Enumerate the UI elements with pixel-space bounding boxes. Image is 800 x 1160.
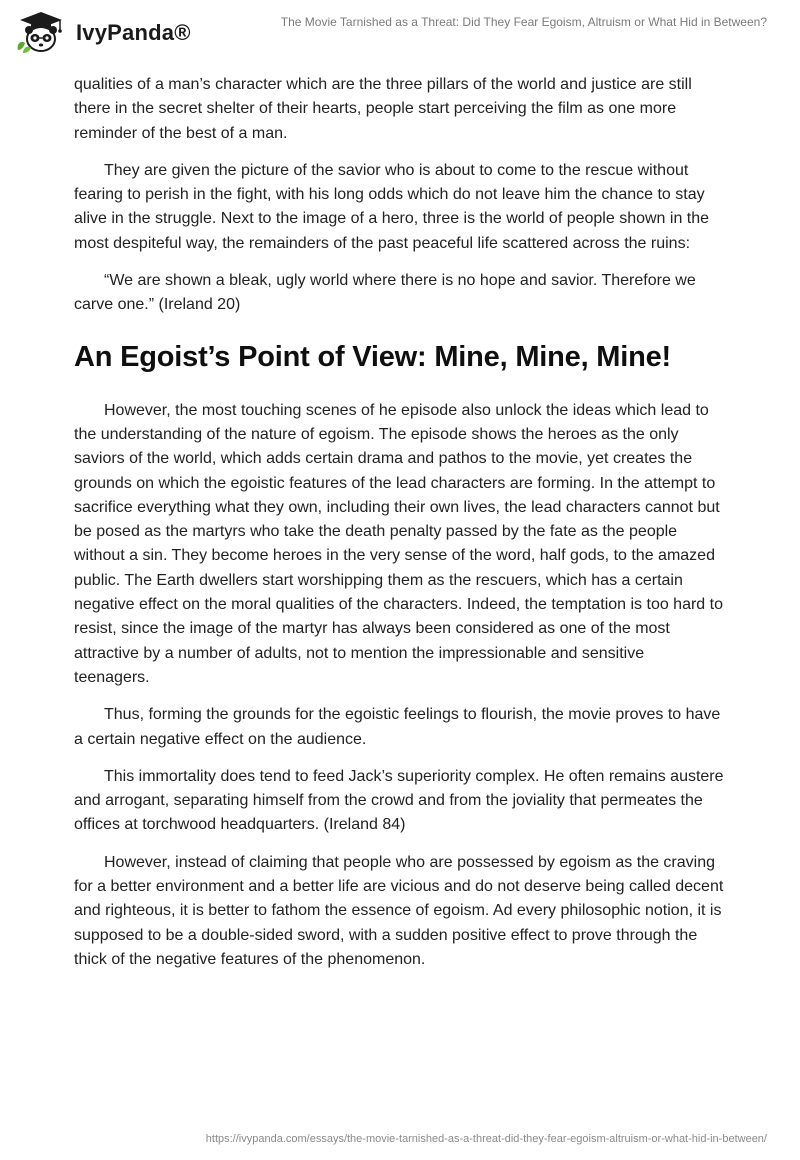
logo-text: IvyPanda® [76,20,191,45]
page-header [0,0,800,70]
quote: “We are shown a bleak, ugly world where there is no hope and savior. Therefore we carve one.” (Ireland 20) [74,272,696,314]
paragraph: qualities of a man’s character which are the three pillars of the world and justice are still there in the secret shelter of their hearts, people start perceiving the film as one more reminder of the best of a man. [74,76,692,142]
quote: This immortality does tend to feed Jack’s superiority complex. He often remains austere and arrogant, separating himself from the crowd and from the joviality that permeates the offices at torchwood headquarters. (Ireland 84) [74,767,724,834]
panda-graduate-icon [14,10,68,54]
paragraph: However, instead of claiming that people who are possessed by egoism as the craving for a better environment and a better life are vicious and do not deserve being called decent and righteous, it is better to fathom the essence of egoism. Ad every philosophic notion, it is supposed to be a double-sided sword, with a sudden positive effect to prove through the thick of the negative features of the phenomenon. [74,853,724,968]
ivypanda-logo[interactable] [14,10,204,54]
section-heading: An Egoist’s Point of View: Mine, Mine, Mine! [74,340,671,373]
source-url[interactable]: https://ivypanda.com/essays/the-movie-tarnished-as-a-threat-did-they-fear-egoism-altruism-or-what-hid-in-between/ [205,1133,767,1145]
paragraph: They are given the picture of the savior who is about to come to the rescue without fearing to perish in the fight, with his long odds which do not leave him the chance to stay alive in the struggle. Next to the image of a hero, three is the world of people shown in the most despiteful way, the remainders of the past peaceful life scattered across the ruins: [74,161,710,252]
document-title: The Movie Tarnished as a Threat: Did They Fear Egoism, Altruism or What Hid in Between? [280,15,767,29]
essay-content [74,73,724,985]
paragraph: Thus, forming the grounds for the egoistic feelings to flourish, the movie proves to have a certain negative effect on the audience. [74,706,721,748]
paragraph: However, the most touching scenes of he episode also unlock the ideas which lead to the understanding of the nature of egoism. The episode shows the heroes as the only saviors of the world, which adds certain drama and pathos to the movie, yet creates the grounds on which the egoistic features of the lead characters are forming. In the attempt to sacrifice everything what they own, including their own lives, the lead characters cannot but be posed as the martyrs who take the death penalty passed by the fate as the people without a sin. They become heroes in the very sense of the word, half gods, to the amazed public. The Earth dwellers start worshipping them as the rescuers, which has a certain negative effect on the moral qualities of the characters. Indeed, the temptation is too hard to resist, since the image of the martyr has always been considered as one of the most attractive by a number of adults, not to mention the impressionable and sensitive teenagers. [74,401,723,686]
